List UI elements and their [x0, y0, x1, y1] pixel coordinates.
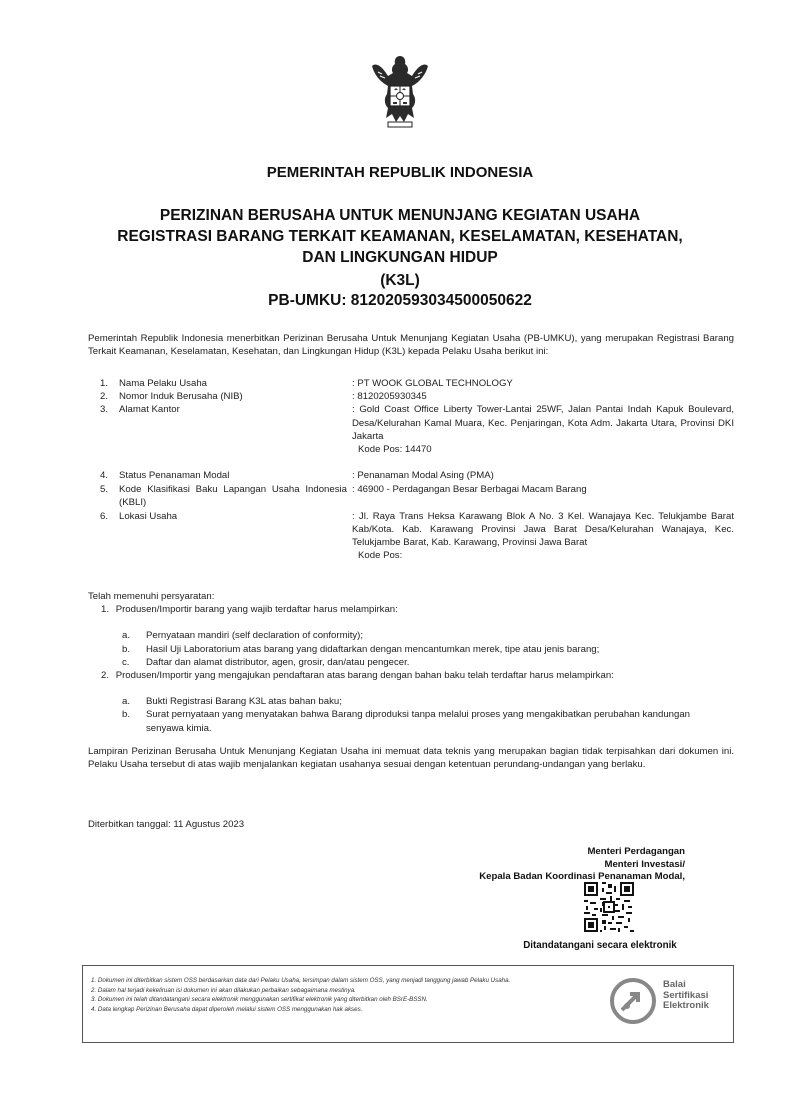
- sub-item-letter: a.: [122, 630, 131, 642]
- field-postal-code: Kode Pos:: [358, 550, 403, 562]
- bsre-logo-icon: [608, 976, 658, 1026]
- requirement-item-2: [101, 669, 734, 682]
- footer-note: [91, 1005, 601, 1015]
- field-row-business-location: [88, 510, 734, 576]
- bsre-line: Balai: [663, 979, 686, 990]
- requirement-sub-item: [122, 656, 734, 669]
- requirements-section: [88, 590, 734, 735]
- sub-item-letter: b.: [122, 643, 131, 655]
- field-number: 5.: [100, 483, 109, 495]
- sub-item-text: Bukti Registrasi Barang K3L atas bahan baku;: [146, 696, 342, 708]
- note-text: Data lengkap Perizinan Berusaha dapat diperoleh melalui sistem OSS menggunakan hak akses.: [97, 1005, 363, 1013]
- field-label: Nama Pelaku Usaha: [119, 378, 207, 389]
- field-label: Alamat Kantor: [119, 404, 180, 416]
- permit-number: PB-UMKU: 812020593034500050622: [268, 292, 532, 309]
- requirement-sub-item: [122, 643, 734, 656]
- sub-item-letter: c.: [122, 656, 130, 668]
- field-number: 6.: [100, 510, 109, 522]
- issued-date: Diterbitkan tanggal: 11 Agustus 2023: [88, 819, 245, 830]
- bsre-line: Elektronik: [663, 1000, 709, 1011]
- field-row-nib: [88, 390, 734, 403]
- permit-title-line-2: REGISTRASI BARANG TERKAIT KEAMANAN, KESELAMATAN, KESEHATAN,: [117, 228, 683, 245]
- government-heading: PEMERINTAH REPUBLIK INDONESIA: [266, 164, 534, 181]
- requirement-text: Produsen/Importir barang yang wajib terdaftar harus melampirkan:: [115, 604, 398, 616]
- field-row-investment-status: [88, 469, 734, 482]
- field-label: Status Penanaman Modal: [119, 470, 230, 482]
- field-number: 4.: [100, 470, 109, 482]
- sub-item-text: Hasil Uji Laboratorium atas barang yang didaftarkan dengan mencantumkan merek, tipe atau jenis barang;: [146, 643, 600, 655]
- intro-paragraph: Pemerintah Republik Indonesia menerbitkan Perizinan Berusaha Untuk Menunjang Kegiatan Usaha (PB-UMKU), yang merupakan Registrasi Barang Terkait Keamanan, Keselamatan, Kesehatan, dan Lingkungan Hidup (K3L) kepada Pelaku Usaha berikut ini:: [88, 333, 734, 358]
- field-value: : 8120205930345: [352, 391, 427, 403]
- note-number: 4.: [91, 1005, 97, 1013]
- requirement-sub-item: [122, 629, 734, 642]
- sub-item-text: Daftar dan alamat distributor, agen, grosir, dan/atau pengecer.: [146, 656, 410, 668]
- field-number: 1.: [100, 378, 109, 389]
- field-number: 3.: [100, 404, 109, 416]
- signatory-line-2: Menteri Investasi/: [604, 858, 685, 870]
- field-postal-code: Kode Pos: 14470: [358, 444, 432, 456]
- field-value-text: : Jl. Raya Trans Heksa Karawang Blok A No. 3 Kel. Wanajaya Kec. Telukjambe Barat Kab/Kota. Kab. Karawang Provinsi Jawa Barat Desa/Kelurahan Wanajaya, Kec. Telukjambe Barat, Kab. Karawang, Provinsi Jawa Barat: [352, 510, 734, 549]
- footer-note: [91, 976, 601, 986]
- sub-item-text: Surat pernyataan yang menyatakan bahwa Barang diproduksi tanpa melalui proses yang mengakibatkan perubahan kandungan senyawa kimia.: [146, 709, 691, 734]
- k3l-abbreviation: (K3L): [380, 272, 420, 289]
- footer-notes-box: [82, 965, 734, 1043]
- business-fields: [88, 377, 734, 576]
- bsre-logo: [608, 976, 728, 1028]
- field-value-text: : Gold Coast Office Liberty Tower-Lantai 25WF, Jalan Pantai Indah Kapuk Boulevard, Desa/Kelurahan Kamal Muara, Kec. Penjaringan, Kota Adm. Jakarta Utara, Provinsi DKI Jakarta: [352, 404, 734, 442]
- field-row-business-name: [88, 377, 734, 390]
- field-value: : PT WOOK GLOBAL TECHNOLOGY: [352, 378, 513, 389]
- permit-title-line-1: PERIZINAN BERUSAHA UNTUK MENUNJANG KEGIATAN USAHA: [159, 207, 641, 224]
- signatory-block: [470, 846, 685, 884]
- field-value: [352, 403, 734, 456]
- requirement-number: 2.: [101, 670, 110, 682]
- footer-note: [91, 995, 601, 1005]
- requirement-sub-item: [122, 695, 734, 708]
- field-label: Lokasi Usaha: [119, 510, 178, 522]
- footer-notes: [91, 976, 601, 1014]
- field-label: Kode Klasifikasi Baku Lapangan Usaha Indonesia (KBLI): [119, 483, 347, 508]
- note-number: 3.: [91, 996, 97, 1004]
- field-value: [352, 510, 734, 563]
- note-text: Dokumen ini diterbitkan sistem OSS berdasarkan data dari Pelaku Usaha, tersimpan dalam sistem OSS, yang menjadi tanggung jawab Pelaku Usaha.: [97, 977, 511, 984]
- field-number: 2.: [100, 391, 109, 403]
- garuda-emblem-icon: [370, 52, 430, 130]
- note-text: Dokumen ini telah ditandatangani secara elektronik menggunakan sertifikat elektronik yang diterbitkan oleh BSrE-BSSN.: [97, 996, 428, 1004]
- note-number: 2.: [91, 986, 97, 994]
- attachment-note: Lampiran Perizinan Berusaha Untuk Menunjang Kegiatan Usaha ini memuat data teknis yang merupakan bagian tidak terpisahkan dari dokumen ini. Pelaku Usaha tersebut di atas wajib menjalankan kegiatan usahanya sesuai dengan ketentuan perundang-undangan yang berlaku.: [88, 746, 734, 771]
- requirement-item-1: [101, 603, 734, 616]
- requirement-number: 1.: [101, 604, 110, 616]
- qr-code-icon: [584, 882, 634, 932]
- field-row-kbli: [88, 483, 734, 510]
- requirements-heading: Telah memenuhi persyaratan:: [88, 591, 215, 602]
- field-label: Nomor Induk Berusaha (NIB): [119, 391, 243, 403]
- note-text: Dalam hal terjadi kekeliruan isi dokumen ini akan dilakukan perbaikan sebagaimana mestinya.: [97, 986, 356, 994]
- electronic-signature-label: Ditandatangani secara elektronik: [523, 940, 677, 951]
- sub-item-letter: b.: [122, 709, 131, 721]
- requirement-sub-item: [122, 708, 734, 734]
- footer-note: [91, 986, 601, 996]
- note-number: 1.: [91, 977, 97, 984]
- bsre-line: Sertifikasi: [663, 989, 709, 1001]
- requirement-text: Produsen/Importir yang mengajukan pendaftaran atas barang dengan bahan baku telah terdaftar harus melampirkan:: [115, 670, 614, 682]
- field-value: : Penanaman Modal Asing (PMA): [352, 470, 494, 482]
- field-value: : 46900 - Perdagangan Besar Berbagai Macam Barang: [352, 483, 587, 495]
- sub-item-text: Pernyataan mandiri (self declaration of conformity);: [146, 630, 364, 642]
- signatory-line-3: Kepala Badan Koordinasi Penanaman Modal,: [479, 871, 685, 882]
- field-row-office-address: [88, 403, 734, 469]
- permit-title-line-3: DAN LINGKUNGAN HIDUP: [302, 249, 498, 266]
- bsre-logo-text: [663, 980, 709, 1012]
- permit-title: [0, 205, 800, 268]
- sub-item-letter: a.: [122, 696, 131, 708]
- signatory-line-1: Menteri Perdagangan: [587, 846, 685, 857]
